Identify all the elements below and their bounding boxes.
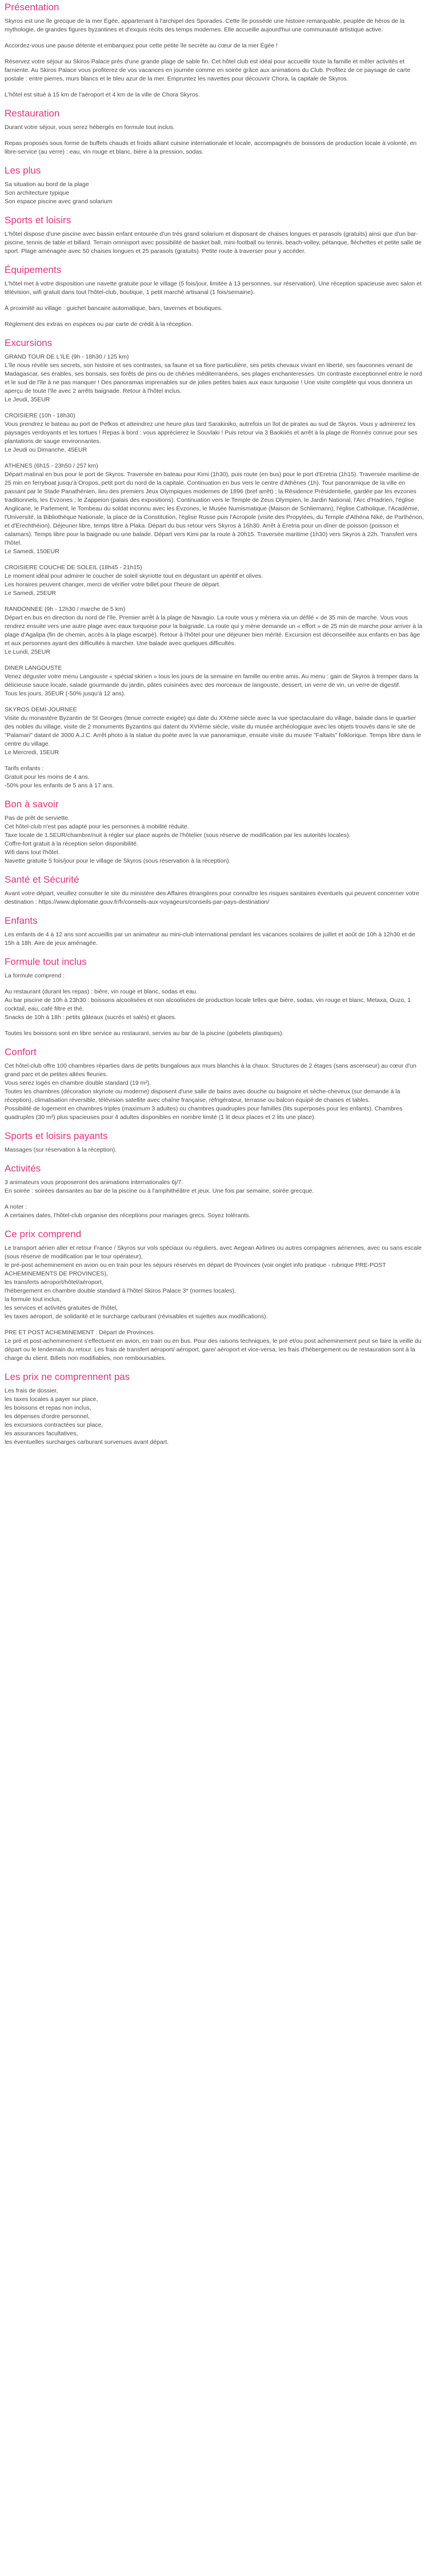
excursion-name: DINER LANGOUSTE xyxy=(5,665,62,671)
prix-item: Le transport aérien aller et retour France / Skyros sur vols spéciaux ou réguliers, avec Aegean Airlines ou autres compagnies aériennes, avec ou sans escale (sous réserve de modification par le tour opérateur), xyxy=(5,1245,422,1260)
presentation-paragraph: Skyros est une île grecque de la mer Égée, appartenant à l'archipel des Sporades. Cette île possède une histoire remarquable, peuplée de héros de la mythologie, de grandes figures byzantines et d'exquis récits des temps modernes. Elle accueille aujourd'hui une communauté artistique active. xyxy=(5,18,405,33)
prix-item: les transferts aéroport/hôtel/aéroport, xyxy=(5,1279,103,1286)
enfants-heading: Enfants xyxy=(5,915,38,926)
excursions-heading: Excursions xyxy=(5,337,53,348)
excursion-item xyxy=(5,664,426,698)
formule-note: Toutes les boissons sont en libre service au restaurant, servies au bar de la piscine (gobelets plastiques). xyxy=(5,1030,284,1037)
formule-list xyxy=(5,988,426,1022)
prix-item: les taxes aéroport, de solidarité et le surcharge carburant (révisables et sujettes aux modifications). xyxy=(5,1313,268,1320)
pre-post-text: Le pré et post-acheminement s'effectuent en avion, en train ou en bus. Pour des raisons techniques, le pré et/ou post acheminement peut se faire la veille du départ ou le lendemain du retour. Les frais de transfert aéroport/ aéroport, gare/ aéroport et vice-versa, les frais d'hébergement ou de restauration sont à la charge du client. Billets non modifiables, non remboursables. xyxy=(5,1338,422,1362)
excursion-description: Vous prendrez le bateau au port de Pefkos et atteindrez une heure plus tard Sarakiniko, autrefois un îlot de pirates au sud de Skyros. Vous y admirerez les paysages verdoyants et les tortues ! Repas à bord : vous apprécierez le Souvlaki ! Puis retour via 3 Baokiiés et arrêt à la plage de Ronnès connue pour ses plantations de sauge environnantes. xyxy=(5,421,418,445)
excursion-schedule: Le Jeudi, 35EUR xyxy=(5,396,50,403)
confort-block xyxy=(5,1062,426,1122)
children-rate-line: -50% pour les enfants de 5 ans à 17 ans. xyxy=(5,782,114,789)
activites-block xyxy=(5,1178,426,1196)
confort-paragraph: Toutes les chambres (décoration skyriote ou moderne) disposent d'une salle de bains avec douche ou baignoire et sèche-cheveux (sur demande à la réception), climatisation réversible, télévision satellite avec chaîne française, réfrigérateur, terrasse ou balcon équipé de chaises et tables. xyxy=(5,1088,400,1104)
excursion-name: SKYROS DEMI-JOURNEE xyxy=(5,706,77,713)
enfants-paragraph: Les enfants de 4 à 12 ans sont accueillis par un animateur au mini-club international pendant les vacances scolaires de juillet et août de 10h à 12h30 et de 15h à 18h. Aire de jeux aménagée. xyxy=(5,931,415,947)
excursion-item xyxy=(5,353,426,404)
payants-paragraph: Massages (sur réservation à la réception). xyxy=(5,1146,117,1153)
non-inclus-item: les excursions contractées sur place, xyxy=(5,1422,103,1428)
non-inclus-item: les dépenses d'ordre personnel, xyxy=(5,1413,90,1420)
section-activites xyxy=(5,1162,426,1220)
equipements-paragraph: À proximité au village : guichet bancaire automatique, bars, tavernes et boutiques. xyxy=(5,305,223,312)
excursion-name: RANDONNEE (9h - 12h30 / marche de 5 km) xyxy=(5,606,126,613)
excursion-schedule: Le Lundi, 25EUR xyxy=(5,649,50,655)
section-equipements xyxy=(5,264,426,329)
presentation-paragraph: Réservez votre séjour au Skiros Palace près d'une grande plage de sable fin. Cet hôtel club est idéal pour accueillir toute la famille et mêler activités et farniente. Au Skiros Palace vous profiterez de vos vacances en journée comme en soirée grâce aux animations du Club. Profitez de ce paysage de carte postale : entre pierres, murs blancs et le bleu azur de la mer. Empruntez les navettes pour découvrir Chora, la capitale de Skyros. xyxy=(5,58,411,82)
pre-post-block xyxy=(5,1329,426,1363)
non-inclus-item: les boissons et repas non inclus, xyxy=(5,1404,91,1411)
prix-item: la formule tout inclus, xyxy=(5,1296,62,1303)
excursion-description: L'île nous révèle ses secrets, son histoire et ses contrastes, sa faune et sa flore particulière, ses petits chevaux vivant en liberté, ses fauconnes venant de Madagascar, ses érables, ses bonsaïs, ses forêts de pins ou de chênes méditerranéens, ses plages enchanteresses. Un contraste exceptionnel entre le nord et le sud de l'île à ne pas manquer ! Des panoramas imprenables sur de jolies petites baies aux eaux turquoise ! Une visite complète qui vous donnera un aperçu de toute l'île avec 2 arrêts baignade. Retour à l'hôtel inclus. xyxy=(5,362,422,395)
section-formule xyxy=(5,956,426,1038)
presentation-heading: Présentation xyxy=(5,2,59,13)
activites-note-label: A noter : xyxy=(5,1204,27,1210)
excursion-name: ATHENES (6h15 - 23h50 / 257 km) xyxy=(5,462,98,469)
excursion-schedule: Le Samedi, 150EUR xyxy=(5,548,59,555)
activites-note-text: A certaines dates, l'hôtel-club organise des réceptions pour mariages grecs. Soyez tolérants. xyxy=(5,1212,251,1219)
sante-paragraph: Avant votre départ, veuillez consulter le site du ministère des Affaires étrangères pour connaître les risques sanitaires éventuels qui peuvent concerner votre destination : https://www.diplomatie.gouv.fr/fr/conseils-aux-voyageurs/conseils-par-pays-destination/ xyxy=(5,890,419,905)
section-enfants xyxy=(5,915,426,948)
activites-heading: Activités xyxy=(5,1163,41,1174)
section-prix xyxy=(5,1228,426,1363)
activites-note xyxy=(5,1203,426,1220)
presentation-paragraph: L'hôtel est situé à 15 km de l'aéroport et 4 km de la ville de Chora Skyros. xyxy=(5,91,200,98)
section-confort xyxy=(5,1046,426,1122)
prix-item: les services et activités gratuites de l'hôtel, xyxy=(5,1305,118,1311)
formule-heading: Formule tout inclus xyxy=(5,956,87,967)
restauration-heading: Restauration xyxy=(5,108,60,119)
bon-a-savoir-heading: Bon à savoir xyxy=(5,799,59,810)
non-inclus-list xyxy=(5,1387,426,1447)
non-inclus-heading: Les prix ne comprennent pas xyxy=(5,1371,130,1382)
confort-paragraph: Vous serez logés en chambre double standard (19 m²). xyxy=(5,1080,151,1086)
formule-item: Au bar piscine de 10h à 23h30 : boissons alcoolisées et non alcoolisées de production locale telles que bière, sodas, vin rouge et blanc, Metaxa, Ouzo, 1 cocktail, eau, café filtre et thé. xyxy=(5,997,411,1012)
confort-paragraph: Possibilité de logement en chambres triples (maximum 3 adultes) ou chambres quadruples pour familles (lits superposés pour les enfants). Chambres quadruples (30 m²) plus spacieuses pour 4 adultes disponibles en nombre limité (1 lit deux places et 2 lits une place). xyxy=(5,1105,403,1121)
plus-list xyxy=(5,180,426,206)
excursion-item xyxy=(5,564,426,598)
equipements-paragraph: Règlement des extras en espèces ou par carte de crédit à la réception. xyxy=(5,321,193,328)
plus-item: Sa situation au bord de la plage xyxy=(5,181,89,188)
excursion-item xyxy=(5,706,426,757)
equipements-paragraph: L'hôtel met à votre disposition une navette gratuite pour le village (5 fois/jour, limitée à 13 personnes, sur réservation). Une réception spacieuse avec salon et télévision, wifi gratuit dans tout l'hôtel-club, boutique, 1 petit marché artisanal (1 fois/semaine). xyxy=(5,280,422,296)
presentation-paragraph: Accordez-vous une pause détente et embarquez pour cette petite île secrète au cœur de la mer Égée ! xyxy=(5,42,278,49)
non-inclus-item: les éventuelles surcharges carburant survenues avant départ. xyxy=(5,1439,169,1446)
restauration-paragraph: Durant votre séjour, vous serez hébergés en formule tout inclus. xyxy=(5,124,175,131)
sante-heading: Santé et Sécurité xyxy=(5,874,79,885)
non-inclus-item: Les frais de dossier, xyxy=(5,1387,58,1394)
equipements-heading: Équipements xyxy=(5,264,62,275)
plus-item: Son architecture typique xyxy=(5,190,70,196)
children-rates xyxy=(5,764,426,790)
children-rates-label: Tarifs enfants : xyxy=(5,765,44,772)
plus-heading: Les plus xyxy=(5,165,41,176)
section-sports xyxy=(5,214,426,256)
bon-a-savoir-item: Navette gratuite 5 fois/jour pour le village de Skyros (sous réservation à la réception). xyxy=(5,858,231,864)
excursion-schedule: Le Jeudi ou Dimanche, 45EUR xyxy=(5,446,87,453)
section-bon-a-savoir xyxy=(5,798,426,866)
prix-item: l'hébergement en chambre double standard à l'hôtel Skiros Palace 3* (normes locales), xyxy=(5,1287,236,1294)
prix-list xyxy=(5,1244,426,1321)
section-non-inclus xyxy=(5,1371,426,1447)
formule-item: Au restaurant (durant les repas) : bière, vin rouge et blanc, sodas et eau. xyxy=(5,988,198,995)
excursion-item xyxy=(5,462,426,556)
activites-paragraph: 3 animateurs vous proposeront des animations internationales 6j/7. xyxy=(5,1179,183,1186)
non-inclus-item: les taxes locales à payer sur place, xyxy=(5,1396,98,1403)
formule-intro: La formule comprend : xyxy=(5,972,65,979)
payants-heading: Sports et loisirs payants xyxy=(5,1130,108,1141)
excursion-description: Le moment idéal pour admirer le coucher de soleil skyriotte tout en dégustant un apéritif et olives. Les horaires peuvent changer, merci de vérifier votre billet pour l'heure de départ. xyxy=(5,573,263,588)
section-presentation xyxy=(5,1,426,99)
section-sante xyxy=(5,874,426,907)
formule-item: Snacks de 10h à 18h : petits gâteaux (sucrés et salés) et glaces. xyxy=(5,1014,177,1021)
bon-a-savoir-item: Cet hôtel-club n'est pas adapté pour les personnes à mobilité réduite. xyxy=(5,823,189,830)
excursion-schedule: Le Samedi, 25EUR xyxy=(5,590,56,597)
excursion-description: Venez déguster votre menu Langouste « spécial skirien » tous les jours de la semaine en famille ou entre amis. Au menu : gain de Skyros à tremper dans la délicieuse sauce locale, salade gourmande du jardin, pâtes cuisinées avec des morceaux de langouste, dessert, un verre de vin, un verre de digestif. xyxy=(5,673,419,689)
confort-paragraph: Cet hôtel-club offre 100 chambres réparties dans de petits bungalows aux murs blanchis à la chaux. Structures de 2 étages (sans ascenseur) au cœur d'un grand parc et de petites allées fleuries. xyxy=(5,1062,416,1078)
excursion-schedule: Le Mercredi, 15EUR xyxy=(5,749,59,756)
bon-a-savoir-list xyxy=(5,814,426,866)
excursion-description: Visite du monastère Byzantin de St Georges (tenue correcte exigée) qui date du XXème siècle avec la vue spectaculaire du village, balade dans le quartier des nobles du village, visite de 2 monuments Byzantins qui datent du XVIème siècle, visite du musée archéologique avec les objets trouvés dans le site de "Palamari" datant de 3000 A.J.C. Arrêt photo à la statue du poète avec la vue panoramique, ensuite visite du musée "Faltaits" folklorique. Temps libre dans le centre du village. xyxy=(5,715,422,747)
activites-paragraph: En soirée : soirées dansantes au bar de la piscine ou à l'amphithéâtre et jeux. Une fois par semaine, soirée grecque. xyxy=(5,1188,314,1194)
section-payants xyxy=(5,1130,426,1154)
excursion-schedule: Tous les jours, 35EUR (-50% jusqu'à 12 ans). xyxy=(5,690,126,697)
bon-a-savoir-item: Taxe locale de 1.5EUR/chambre/nuit à régler sur place auprès de l'hôtelier (sous réserve de modification par les autorités locales). xyxy=(5,832,351,839)
bon-a-savoir-item: Pas de prêt de serviette. xyxy=(5,815,70,822)
excursion-name: CROISIERE COUCHE DE SOLEIL (18h45 - 21h15) xyxy=(5,564,142,571)
prix-heading: Ce prix comprend xyxy=(5,1229,82,1239)
excursion-description: Départ en bus en direction du nord de l'île. Premier arrêt à la plage de Navagio. La route vous y mènera via un défilé « de 35 min de marche. Vous vous rendrez ensuite vers une autre plage avec eaux turquoise pour la baignade. La route qui y mène demande un « effort » de 25 min de marche pour arriver à la plage d'Agalipa (fin de chemin, accès à la plage escarpé). Retour à l'hôtel pour une déjeuner bien mérité. Excursion est déconseillée aux enfants en bas âge et aux personnes ayant des difficultés à marcher. Une balade avec quelques difficultés. xyxy=(5,614,423,647)
excursion-item xyxy=(5,412,426,454)
excursion-name: CROISIERE (10h - 18h30) xyxy=(5,412,75,419)
plus-item: Son espace piscine avec grand solarium xyxy=(5,198,113,205)
confort-heading: Confort xyxy=(5,1046,37,1057)
children-rate-line: Gratuit pour les moins de 4 ans. xyxy=(5,774,90,780)
sports-heading: Sports et loisirs xyxy=(5,215,71,226)
bon-a-savoir-item: Coffre-fort gratuit à la réception selon disponibilité. xyxy=(5,840,138,847)
bon-a-savoir-item: Wifi dans tout l'hôtel. xyxy=(5,849,60,856)
excursion-name: GRAND TOUR DE L'ILE (9h - 18h30 / 125 km) xyxy=(5,353,129,360)
section-restauration xyxy=(5,107,426,156)
excursion-description: Départ matinal en bus pour le port de Skyros. Traversée en bateau pour Kimi (1h30), puis route (en bus) pour le port d'Eretria (1h15). Traversée maritime de 25 min en ferryboat jusqu'à Oropos, petit port du nord de la capitale. Continuation en bus vers le centre d'Athènes (1h). Tour panoramique de la ville en passant par le Stade Panathénien, lieu des premiers Jeux Olympiques modernes de 1896 (bref arrêt) ; la Résidence Présidentielle, gardée par les evzones traditionnels, les Evzones ; le Zappeion (palais des expositions). Continuation vers le Temple de Zeus Olympien, le Jardin National, l'Arc d'Hadrien, l'église Anglicane, le Parlement, le Tombeau du soldat inconnu avec les Evzones, le Musée Numismatique (Maison de Schliemann), l'église Catholique, l'Académie, l'Université, la Bibliothèque Nationale, la place de la Constitution, l'église Russe puis l'Acropole (visite des Propylées, du Temple d'Athéna Niké, de Parthénon, et d'Erechthéion). Déjeuner libre, temps libre à Plaka. Départ du bus retour vers Skyros à 16h30. Arrêt à Eretria pour un dîner de poisson (poisson et calamars). Temps libre pour la baignade ou une balade. Départ vers Kimi par la route à 20h15. Traversée maritime (1h30) vers Skyros à 22h. Transfert vers l'hôtel. xyxy=(5,471,424,546)
excursion-item xyxy=(5,605,426,657)
section-plus xyxy=(5,164,426,206)
pre-post-title: PRE ET POST ACHEMINEMENT : Départ de Provinces. xyxy=(5,1329,155,1336)
section-excursions xyxy=(5,337,426,790)
restauration-paragraph: Repas proposés sous forme de buffets chauds et froids alliant cuisine internationale et locale, accompagnés de boissons de production locale à volonté, en libre-service (au verre) : eau, vin rouge et blanc, bière à la pression, sodas. xyxy=(5,140,417,155)
sports-paragraph: L'hôtel dispose d'une piscine avec bassin enfant entourée d'un très grand solarium et disposant de chaises longues et parasols (gratuits) ainsi que d'un bar-piscine, tennis de table et billard. Terrain omnisport avec possibilité de basket ball, mini-football ou tennis, beach-volley, pétanque, fléchettes et petite salle de sport. Plage aménagée avec 50 chaises longues et 25 parasols (gratuits). Petite route à traverser pour y accéder. xyxy=(5,231,422,255)
prix-item: le pré-post acheminement en avion ou en train pour les séjours réservés en départ de Provinces (voir onglet info pratique - rubrique PRE-POST ACHEMINEMENTS DE PROVINCES), xyxy=(5,1262,386,1277)
non-inclus-item: les assurances facultatives, xyxy=(5,1430,78,1437)
